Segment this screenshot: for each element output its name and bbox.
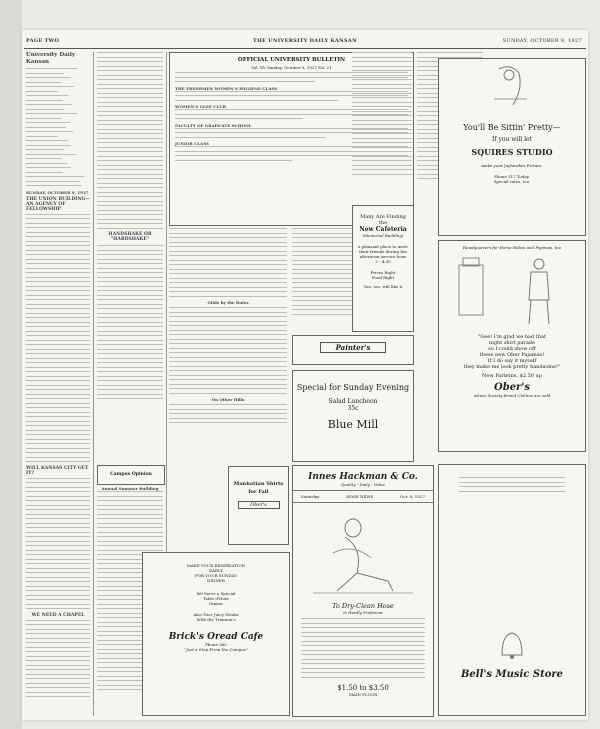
bluemill-line1: Special for Sunday Evening [296, 383, 410, 392]
editorial-headline-kansas-city: WILL KANSAS CITY GET IT? [26, 465, 89, 476]
memorial-line6: their friends during the [359, 249, 407, 254]
painters-logo: Painter's [320, 342, 386, 353]
col2-body-1 [97, 52, 163, 229]
bulletin-item-hygiene: THE FRESHMEN WOMEN'S HYGIENE CLASS [175, 85, 278, 91]
handshake-headline: HANDSHAKE OR "HARDSHAKE" [108, 232, 152, 242]
manhattan-line2: for Fall [248, 489, 269, 495]
blue-mill-ad [292, 370, 414, 462]
memorial-cafeteria-ad [352, 205, 414, 332]
brick-line3: FOR YOUR SUNDAY [194, 573, 238, 578]
bells-music-ad [438, 464, 586, 716]
campus-opinion-title: Campus Opinion [110, 472, 152, 477]
editorial-body-3 [26, 620, 90, 698]
squires-line1: You'll Be Sittin' Pretty— [463, 123, 561, 132]
innes-day: Saturday [301, 494, 320, 499]
column-rule [93, 52, 94, 716]
campus-letter-head: Annual Summer Building [101, 486, 159, 491]
brick-line9: With the Trimmin's [196, 617, 236, 622]
memorial-line4: (Memorial Building) [362, 233, 404, 238]
memorial-line7: afternoon service hour [359, 254, 407, 259]
innes-subhead: Is Hardly Proficient [343, 610, 383, 615]
editorial-date: SUNDAY, OCTOBER 9, 1927 [26, 189, 89, 195]
brick-line4: DINNER [207, 578, 225, 583]
staff-box [26, 68, 90, 186]
editorial-column [26, 52, 90, 716]
squires-name: SQUIRES STUDIO [471, 147, 553, 157]
obers-line4: so I could show off [488, 346, 536, 352]
obers-line3: night shirt parade [489, 340, 535, 346]
seated-woman-illustration [293, 503, 433, 598]
header-rule [24, 48, 586, 49]
memorial-line5: a pleasant place to meet [358, 244, 408, 249]
squires-line4: make your Jayhawker Picture. [481, 163, 543, 168]
brick-line8: Also Nice Juicy Steaks [193, 612, 239, 617]
dateline: SUNDAY, OCTOBER 9, 1927 [502, 38, 582, 44]
bricks-cafe-ad [142, 552, 290, 716]
memorial-line3: New Cafeteria [359, 226, 407, 233]
page-header [22, 38, 588, 48]
bulletin-title: OFFICIAL UNIVERSITY BULLETIN [237, 57, 346, 63]
scan-edge [0, 0, 22, 729]
editorial-body-1 [26, 214, 90, 463]
column-four-top [352, 52, 412, 202]
manhattan-shirts-ad [228, 466, 289, 545]
brick-line2: EARLY [209, 568, 223, 573]
obers-pajamas-ad [438, 240, 586, 452]
bell-icon [439, 625, 585, 665]
innes-tagline: Quality - Daily - Value [341, 482, 385, 487]
memorial-line11: You, too, will like it [363, 284, 403, 289]
squires-studio-ad [438, 58, 586, 236]
memorial-line2: the [378, 220, 388, 226]
memorial-line1: Many Are Finding [360, 214, 406, 220]
bulletin-item-glee-club: WOMEN'S GLEE CLUB [175, 104, 226, 109]
campus-opinion-box [97, 465, 165, 485]
bulletin-sub: Vol. XV Sunday, October 9, 1927 No. 21 [251, 65, 332, 70]
col2-body-2 [97, 245, 163, 399]
bulletin-item-junior: JUNIOR CLASS [175, 141, 209, 146]
rules-headline: Glide by the Rules [207, 300, 249, 305]
bluemill-price: 35c [347, 405, 359, 412]
memorial-line10: Food Right [371, 275, 395, 280]
obers-line2: "Gee! I'm glad we had that [477, 334, 547, 340]
innes-hose-news: HOSE NEWS [346, 494, 374, 499]
brick-line7: Dinner [209, 601, 223, 606]
brick-line5: We Serve a Special [196, 591, 236, 596]
editorial-headline-union: THE UNION BUILDING—AN AGENCY OF FELLOWSHIP [26, 196, 90, 212]
innes-floor: MAIN FLOOR [348, 692, 378, 697]
obers-line7: they make me look pretty handsome!" [463, 364, 561, 370]
brick-phone: Phone 360 [205, 642, 227, 647]
memorial-line9: Prices Right [370, 270, 396, 275]
innes-price: $1.50 to $3.50 [337, 684, 389, 692]
painters-ad [292, 335, 414, 365]
bluemill-name: Blue Mill [327, 418, 379, 431]
innes-name: Innes Hackman & Co. [308, 472, 418, 482]
masthead: THE UNIVERSITY DAILY KANSAN [253, 38, 357, 44]
other-hills-headline: On Other Hills [211, 397, 245, 402]
innes-hackman-ad [292, 465, 434, 717]
bluemill-line2: Salad Luncheon [328, 398, 378, 405]
innes-headline: To Dry-Clean Hose [332, 602, 394, 610]
newspaper-page [22, 30, 588, 720]
obers-tagline: where Society Brand Clothes are sold [473, 393, 551, 398]
brick-slogan: "Just a Step From the Campus" [184, 647, 248, 652]
editorial-headline-chapel: WE NEED A CHAPEL [31, 612, 85, 618]
obers-logo: Ober's [493, 382, 531, 393]
innes-date: Oct. 8, 1927 [400, 494, 425, 499]
pajama-man-illustration [439, 250, 585, 330]
obers-line5: these new Ober Pajamas! [479, 352, 545, 358]
squires-rates: Special rates, too. [493, 179, 531, 184]
bulletin-item-graduate: FACULTY OF GRADUATE SCHOOL [175, 122, 252, 128]
column-two [97, 52, 163, 462]
memorial-line8: 2 - 4:30 [375, 259, 391, 264]
bells-logo: Bell's Music Store [460, 669, 564, 680]
squires-line2: If you will let [492, 136, 532, 143]
obers-price: New Patterns, $2.50 up [482, 373, 542, 379]
editorial-body-2 [26, 478, 90, 610]
obers-line6: If I do say it myself [487, 358, 537, 364]
brick-cafe-name: Brick's Oread Cafe [168, 632, 264, 642]
page-label: PAGE TWO [26, 38, 60, 44]
squires-phone: Phone 517 Today. [494, 174, 530, 179]
column-three [169, 228, 287, 462]
manhattan-brand: Ober's [238, 501, 280, 509]
obers-line1: Headquarters for Horse Robes and Pajamas, too [462, 245, 562, 250]
brick-line1: MAKE YOUR RESERVATION [186, 563, 246, 568]
studio-drawing [439, 59, 585, 119]
paper-title: University Daily Kansan [26, 52, 76, 65]
brick-line6: Table d'Hote [203, 596, 229, 601]
manhattan-line1: Manhattan Shirts [233, 481, 284, 487]
